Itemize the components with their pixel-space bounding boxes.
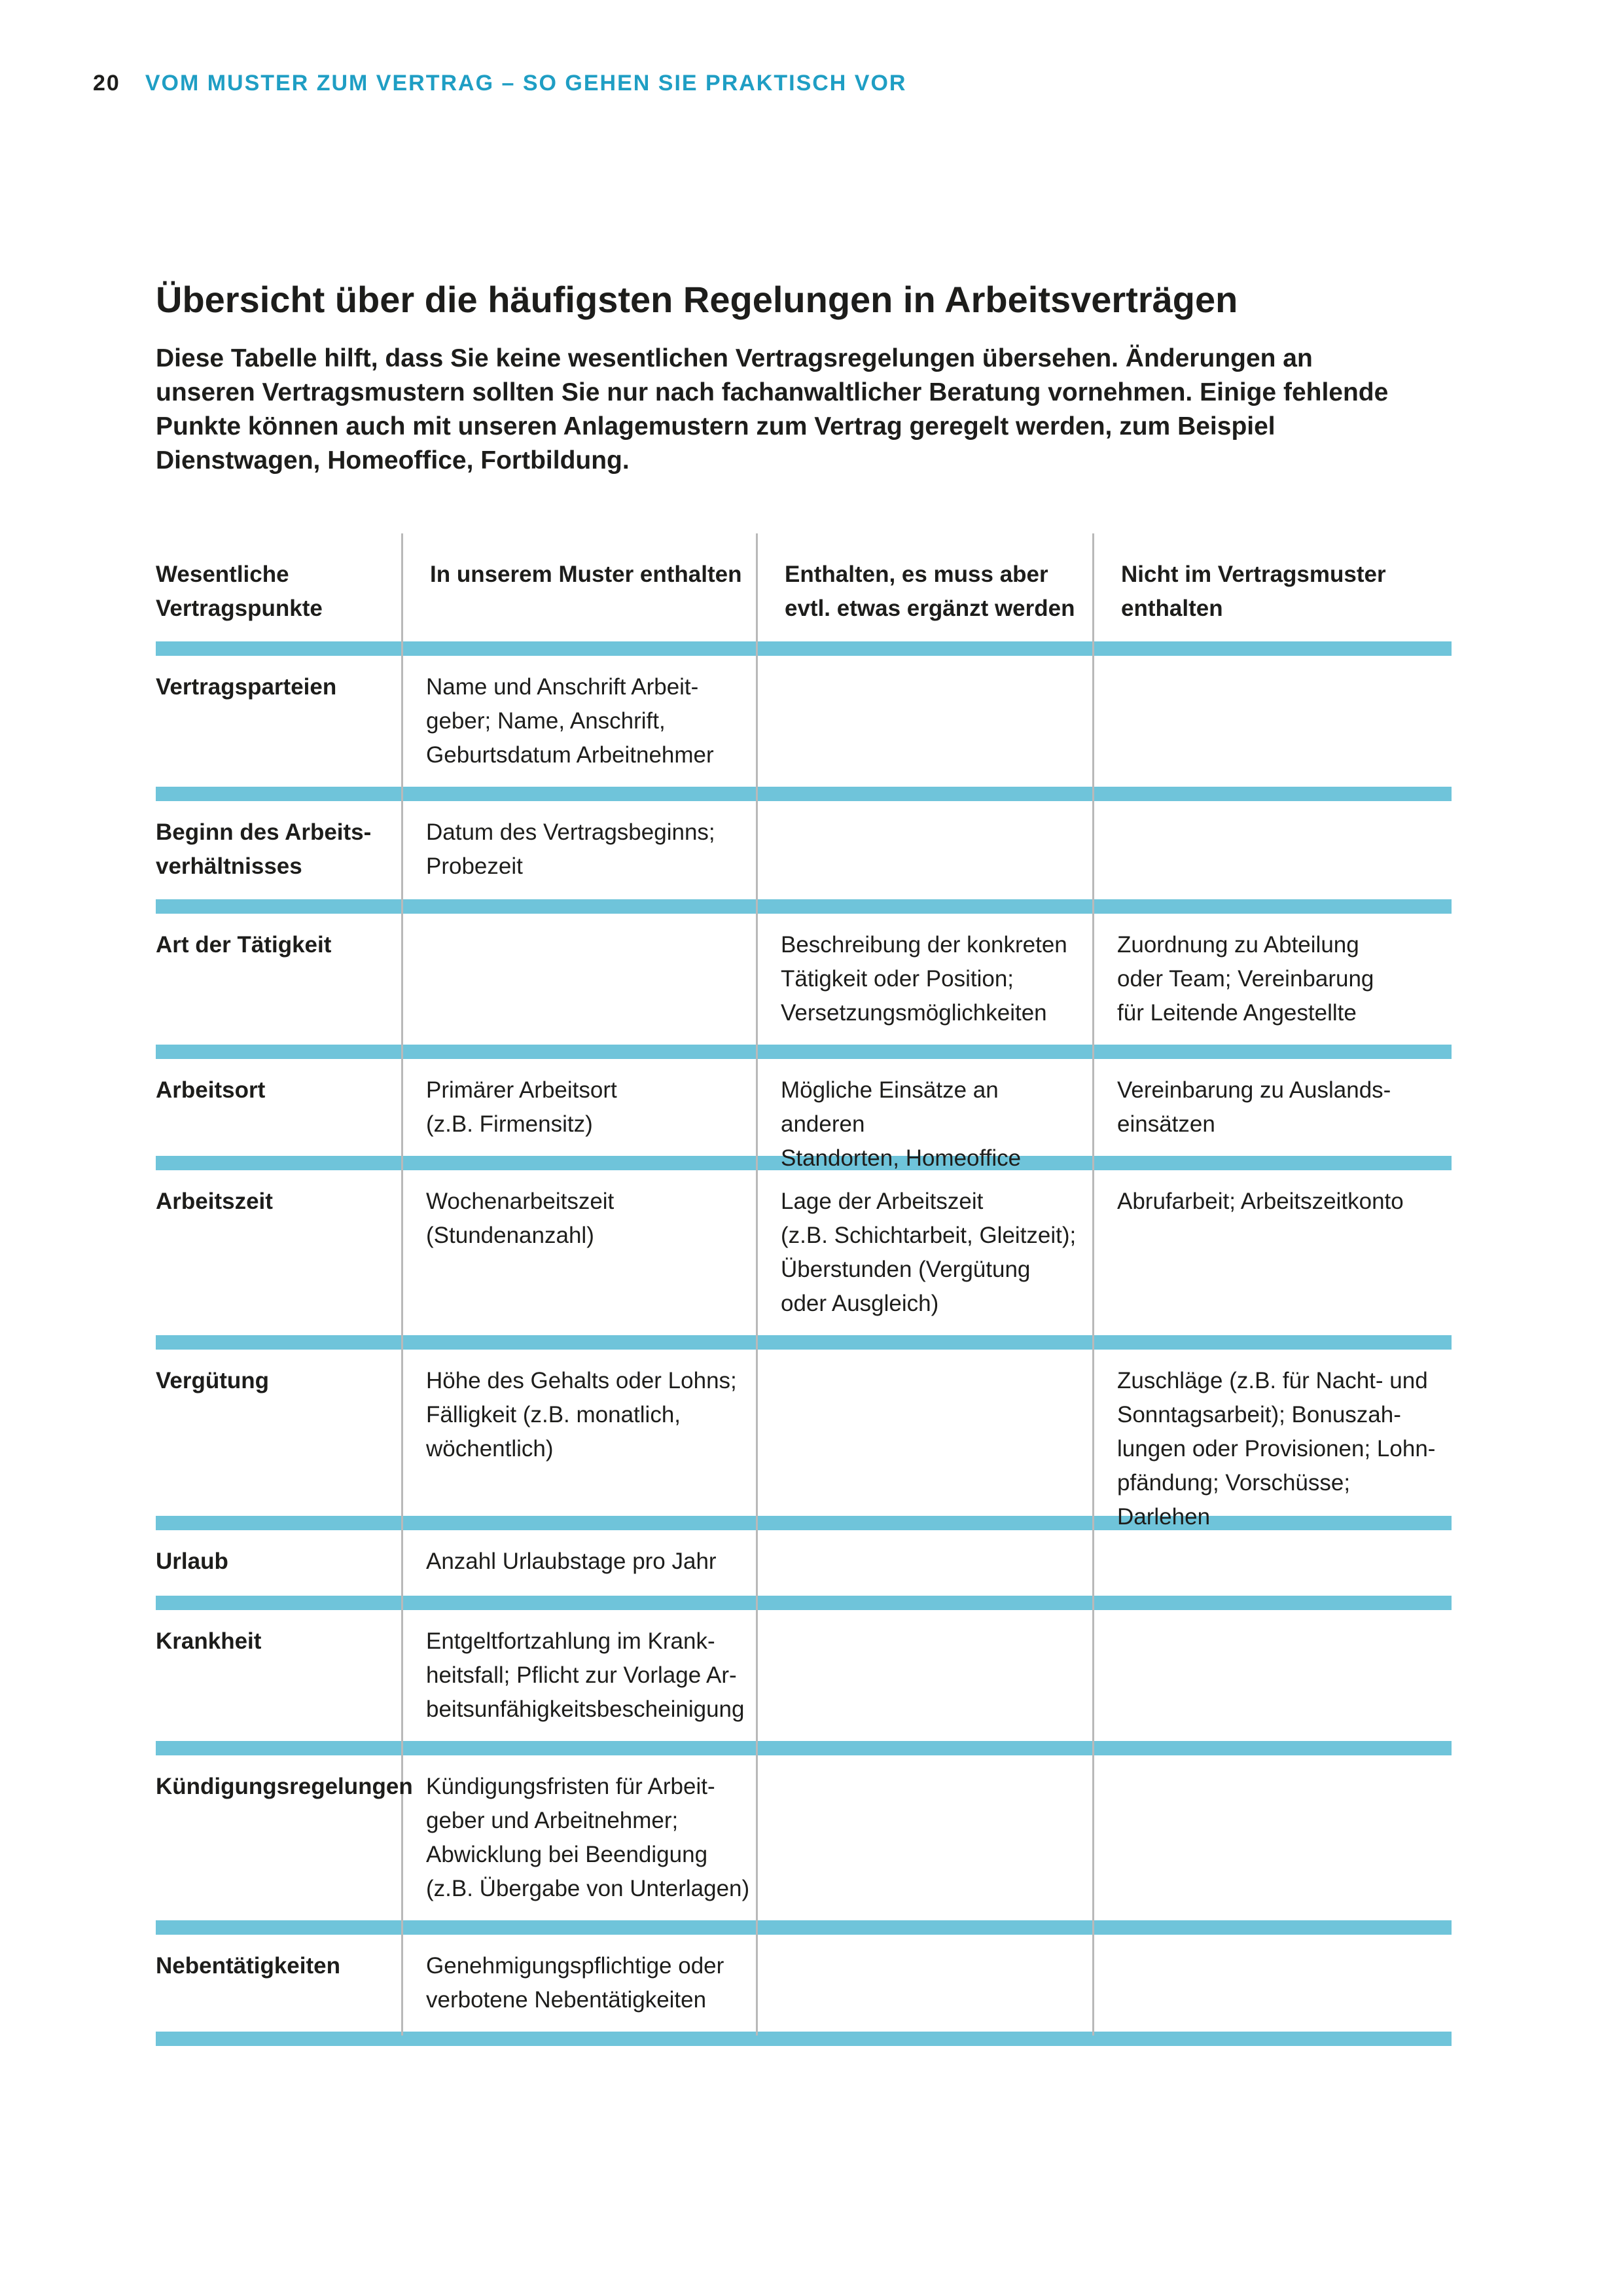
row-not-included: Zuschläge (z.B. für Nacht- und Sonntagsarbeit); Bonuszah- lungen oder Provisionen; Lohn- pfändung; Vorschüsse; Darlehen <box>1117 1368 1436 1530</box>
column-header-point: Wesentliche Vertragspunkte <box>156 562 323 621</box>
row-point: Urlaub <box>156 1549 228 1574</box>
row-point: Krankheit <box>156 1628 262 1654</box>
table-row <box>156 656 1452 787</box>
row-not-included <box>1094 801 1452 899</box>
row-included: Wochenarbeitszeit (Stundenanzahl) <box>426 1189 615 1248</box>
column-header-not-included: Nicht im Vertragsmuster enthalten <box>1121 562 1386 621</box>
row-point: Vergütung <box>156 1368 270 1393</box>
row-separator <box>156 899 1452 914</box>
row-supplement <box>757 1350 1094 1516</box>
row-separator <box>156 1335 1452 1350</box>
table-row <box>156 1755 1452 1920</box>
row-not-included <box>1094 1755 1452 1920</box>
table-row <box>156 1170 1452 1335</box>
row-not-included: Abrufarbeit; Arbeitszeitkonto <box>1117 1189 1404 1214</box>
row-supplement <box>757 656 1094 787</box>
table-row <box>156 1530 1452 1596</box>
running-head <box>93 71 906 96</box>
row-supplement: Mögliche Einsätze an anderen Standorten, Homeoffice <box>781 1077 1022 1171</box>
row-supplement <box>757 1755 1094 1920</box>
row-supplement: Lage der Arbeitszeit (z.B. Schichtarbeit, Gleitzeit); Überstunden (Vergütung oder Ausgleich) <box>781 1189 1077 1316</box>
column-header-included: In unserem Muster enthalten <box>430 562 742 587</box>
row-supplement <box>757 1610 1094 1741</box>
row-not-included: Zuordnung zu Abteilung oder Team; Vereinbarung für Leitende Angestellte <box>1117 932 1374 1026</box>
row-separator <box>156 787 1452 801</box>
column-header-supplement: Enthalten, es muss aber evtl. etwas ergänzt werden <box>785 562 1075 621</box>
page-number: 20 <box>93 71 120 96</box>
row-separator <box>156 1920 1452 1935</box>
row-included: Genehmigungspflichtige oder verbotene Nebentätigkeiten <box>426 1953 724 2013</box>
page-title: Übersicht über die häufigsten Regelungen in Arbeitsverträgen <box>156 279 1238 320</box>
row-point: Beginn des Arbeits- verhältnisses <box>156 819 372 879</box>
row-point: Art der Tätigkeit <box>156 932 332 958</box>
row-point: Kündigungsregelungen <box>156 1774 413 1799</box>
table-row <box>156 914 1452 1045</box>
intro-paragraph: Diese Tabelle hilft, dass Sie keine wesentlichen Vertragsregelungen übersehen. Änderungen an unseren Vertragsmustern sollten Sie nur nach fachanwaltlicher Beratung vornehmen. Einige fehlende Punkte können auch mit unseren Anlagemustern zum Vertrag geregelt werden, zum Beispiel Dienstwagen, Homeoffice, Fortbildung. <box>156 344 1389 475</box>
row-point: Arbeitsort <box>156 1077 266 1103</box>
row-included: Datum des Vertragsbeginns; Probezeit <box>426 819 715 879</box>
row-separator <box>156 1596 1452 1610</box>
regulations-table <box>156 533 1452 2046</box>
row-included: Kündigungsfristen für Arbeit- geber und Arbeitnehmer; Abwicklung bei Beendigung (z.B. Übergabe von Unterlagen) <box>426 1774 750 1901</box>
row-supplement <box>757 1935 1094 2032</box>
row-included: Höhe des Gehalts oder Lohns; Fälligkeit (z.B. monatlich, wöchentlich) <box>426 1368 737 1462</box>
row-not-included <box>1094 1610 1452 1741</box>
row-not-included <box>1094 1530 1452 1596</box>
row-separator <box>156 2032 1452 2046</box>
row-included: Anzahl Urlaubstage pro Jahr <box>426 1549 717 1574</box>
row-point: Vertragsparteien <box>156 674 337 700</box>
row-included: Primärer Arbeitsort (z.B. Firmensitz) <box>426 1077 617 1137</box>
row-not-included <box>1094 656 1452 787</box>
row-separator <box>156 641 1452 656</box>
row-included <box>402 914 757 1045</box>
table-row <box>156 1610 1452 1741</box>
row-supplement <box>757 1530 1094 1596</box>
row-not-included: Vereinbarung zu Auslands- einsätzen <box>1117 1077 1391 1137</box>
row-not-included <box>1094 1935 1452 2032</box>
row-supplement: Beschreibung der konkreten Tätigkeit oder Position; Versetzungsmöglichkeiten <box>781 932 1067 1026</box>
row-point: Nebentätigkeiten <box>156 1953 340 1979</box>
row-separator <box>156 1045 1452 1059</box>
row-separator <box>156 1741 1452 1755</box>
running-title: VOM MUSTER ZUM VERTRAG – SO GEHEN SIE PRAKTISCH VOR <box>145 71 907 96</box>
table-row <box>156 1935 1452 2032</box>
table-row <box>156 1350 1452 1530</box>
table-row <box>156 1059 1452 1171</box>
table-header-row <box>156 533 1452 641</box>
row-point: Arbeitszeit <box>156 1189 273 1214</box>
table-row <box>156 801 1452 899</box>
row-supplement <box>757 801 1094 899</box>
row-included: Entgeltfortzahlung im Krank- heitsfall; Pflicht zur Vorlage Ar- beitsunfähigkeitsbescheinigung <box>426 1628 745 1722</box>
row-separator <box>156 1516 1452 1530</box>
row-included: Name und Anschrift Arbeit- geber; Name, Anschrift, Geburtsdatum Arbeitnehmer <box>426 674 714 768</box>
